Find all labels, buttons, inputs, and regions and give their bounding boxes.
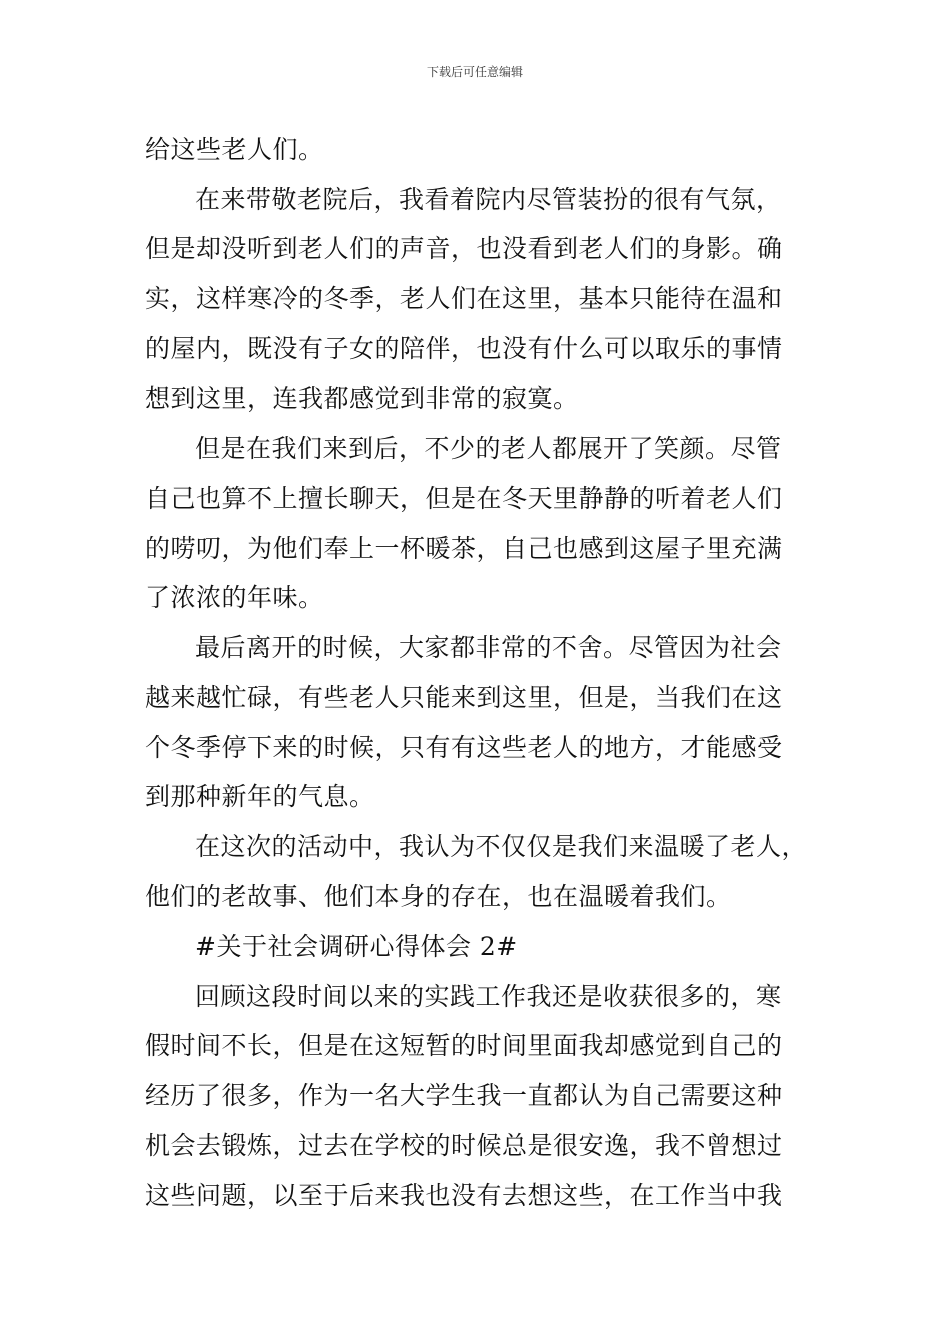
text-line: 个冬季停下来的时候，只有有这些老人的地方，才能感受: [145, 733, 783, 762]
text-line: 假时间不长，但是在这短暂的时间里面我却感觉到自己的: [145, 1031, 783, 1060]
paragraph-first-line: 回顾这段时间以来的实践工作我还是收获很多的，寒: [195, 982, 782, 1011]
text-line: 给这些老人们。: [145, 135, 324, 164]
page-header-note: 下载后可任意编辑: [426, 65, 523, 79]
section-heading: #关于社会调研心得体会 2#: [195, 932, 518, 961]
paragraph-first-line: 在这次的活动中，我认为不仅仅是我们来温暖了老人，: [195, 832, 808, 861]
text-line: 经历了很多，作为一名大学生我一直都认为自己需要这种: [145, 1081, 783, 1110]
text-line: 他们的老故事、他们本身的存在，也在温暖着我们。: [145, 882, 732, 911]
text-line: 的屋内，既没有子女的陪伴，也没有什么可以取乐的事情: [145, 334, 783, 363]
text-line: 机会去锻炼，过去在学校的时候总是很安逸，我不曾想过: [145, 1131, 783, 1160]
text-line: 但是却没听到老人们的声音，也没看到老人们的身影。确: [145, 234, 783, 263]
text-line: 这些问题，以至于后来我也没有去想这些，在工作当中我: [145, 1181, 783, 1210]
text-line: 了浓浓的年味。: [145, 583, 324, 612]
text-line: 的唠叨，为他们奉上一杯暖茶，自己也感到这屋子里充满: [145, 534, 783, 563]
text-line: 自己也算不上擅长聊天，但是在冬天里静静的听着老人们: [145, 484, 783, 513]
paragraph-first-line: 但是在我们来到后，不少的老人都展开了笑颜。尽管: [195, 434, 782, 463]
paragraph-first-line: 在来带敬老院后，我看着院内尽管装扮的很有气氛，: [195, 185, 782, 214]
paragraph-first-line: 最后离开的时候，大家都非常的不舍。尽管因为社会: [195, 633, 782, 662]
text-line: 实，这样寒冷的冬季，老人们在这里，基本只能待在温和: [145, 284, 783, 313]
text-line: 越来越忙碌，有些老人只能来到这里，但是，当我们在这: [145, 683, 783, 712]
text-line: 到那种新年的气息。: [145, 782, 375, 811]
text-line: 想到这里，连我都感觉到非常的寂寞。: [145, 384, 579, 413]
